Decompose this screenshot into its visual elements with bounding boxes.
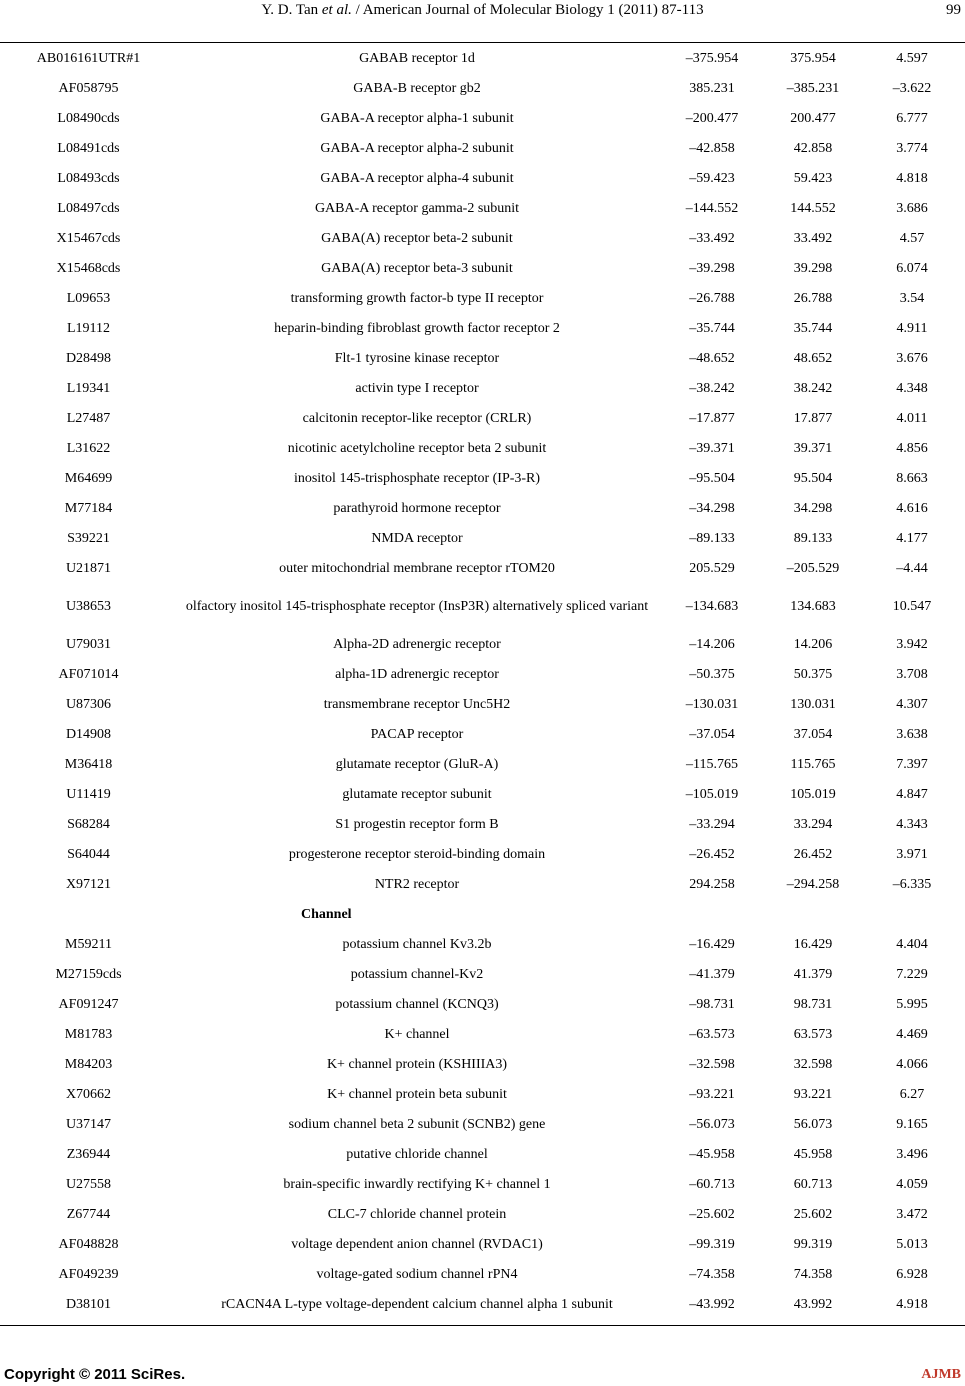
- description-cell: NTR2 receptor: [374, 876, 460, 892]
- gene-id-cell: Z36944: [66, 1146, 111, 1162]
- table-row: [0, 1049, 965, 1079]
- description-cell: calcitonin receptor-like receptor (CRLR): [302, 410, 532, 426]
- description-cell: parathyroid hormone receptor: [333, 500, 501, 516]
- value1-cell: –130.031: [685, 696, 739, 712]
- description-cell: K+ channel protein (KSHIIIA3): [326, 1056, 508, 1072]
- value1-cell: –50.375: [689, 666, 735, 682]
- table-row: [0, 1169, 965, 1199]
- value2-cell: 38.242: [793, 380, 833, 396]
- value1-cell: –39.298: [689, 260, 735, 276]
- description-cell: GABA-A receptor alpha-1 subunit: [320, 110, 514, 126]
- value2-cell: 16.429: [793, 936, 833, 952]
- value1-cell: –105.019: [685, 786, 739, 802]
- gene-id-cell: S39221: [67, 530, 110, 546]
- value2-cell: 134.683: [790, 598, 836, 614]
- value3-cell: 6.074: [896, 260, 928, 276]
- description-cell: GABA(A) receptor beta-3 subunit: [321, 260, 513, 276]
- description-cell: potassium channel-Kv2: [350, 966, 484, 982]
- value1-cell: –45.958: [689, 1146, 735, 1162]
- table-row: [0, 583, 965, 629]
- value3-cell: 4.597: [896, 50, 928, 66]
- value2-cell: 37.054: [793, 726, 833, 742]
- value2-cell: –385.231: [786, 80, 840, 96]
- gene-id-cell: S64044: [67, 846, 110, 862]
- value2-cell: 42.858: [793, 140, 833, 156]
- gene-id-cell: X15468cds: [56, 260, 121, 276]
- value2-cell: 98.731: [793, 996, 833, 1012]
- table-body: [0, 43, 965, 1319]
- section-heading: Channel: [301, 906, 352, 922]
- value2-cell: 93.221: [793, 1086, 833, 1102]
- table-row: [0, 493, 965, 523]
- gene-id-cell: M36418: [64, 756, 113, 772]
- value3-cell: 6.27: [899, 1086, 925, 1102]
- gene-id-cell: D28498: [65, 350, 112, 366]
- value2-cell: 50.375: [793, 666, 833, 682]
- value2-cell: 74.358: [793, 1266, 833, 1282]
- value3-cell: 4.343: [896, 816, 928, 832]
- value1-cell: –56.073: [689, 1116, 735, 1132]
- description-cell: NMDA receptor: [371, 530, 463, 546]
- description-cell: GABA-A receptor gamma-2 subunit: [314, 200, 520, 216]
- description-cell: transforming growth factor-b type II receptor: [290, 290, 544, 306]
- value1-cell: 205.529: [689, 560, 735, 576]
- description-cell: heparin-binding fibroblast growth factor receptor 2: [274, 320, 560, 336]
- value1-cell: –375.954: [685, 50, 739, 66]
- gene-id-cell: L08493cds: [57, 170, 120, 186]
- value2-cell: 25.602: [793, 1206, 833, 1222]
- value1-cell: –93.221: [689, 1086, 735, 1102]
- gene-id-cell: L08490cds: [57, 110, 120, 126]
- description-cell: Flt-1 tyrosine kinase receptor: [334, 350, 500, 366]
- value1-cell: –26.452: [689, 846, 735, 862]
- value2-cell: 26.788: [793, 290, 833, 306]
- value1-cell: –32.598: [689, 1056, 735, 1072]
- value2-cell: 17.877: [793, 410, 833, 426]
- value2-cell: 60.713: [793, 1176, 833, 1192]
- value2-cell: –205.529: [786, 560, 840, 576]
- value1-cell: –39.371: [689, 440, 735, 456]
- value1-cell: –14.206: [689, 636, 735, 652]
- gene-id-cell: L27487: [66, 410, 111, 426]
- table-row: [0, 343, 965, 373]
- table-row: [0, 403, 965, 433]
- gene-id-cell: M27159cds: [55, 966, 122, 982]
- value3-cell: 7.397: [896, 756, 928, 772]
- value3-cell: –3.622: [892, 80, 932, 96]
- value1-cell: –26.788: [689, 290, 735, 306]
- gene-id-cell: L19341: [66, 380, 111, 396]
- description-cell: putative chloride channel: [346, 1146, 488, 1162]
- page-number: 99: [946, 2, 961, 18]
- description-cell: nicotinic acetylcholine receptor beta 2 subunit: [287, 440, 547, 456]
- header-authors: Y. D. Tan: [261, 2, 322, 18]
- table-row: [0, 163, 965, 193]
- table-row: [0, 839, 965, 869]
- value3-cell: 4.818: [896, 170, 928, 186]
- gene-id-cell: U11419: [66, 786, 111, 802]
- value1-cell: –43.992: [689, 1296, 735, 1312]
- value3-cell: 5.995: [896, 996, 928, 1012]
- page-header: [0, 0, 965, 28]
- value3-cell: 9.165: [896, 1116, 928, 1132]
- table-bottom-rule: [0, 1325, 965, 1326]
- table-row: [0, 1199, 965, 1229]
- value2-cell: 63.573: [793, 1026, 833, 1042]
- gene-id-cell: D14908: [65, 726, 112, 742]
- value3-cell: 4.57: [899, 230, 925, 246]
- gene-id-cell: L08491cds: [57, 140, 120, 156]
- value2-cell: 105.019: [790, 786, 836, 802]
- value1-cell: –38.242: [689, 380, 735, 396]
- table-row: [0, 223, 965, 253]
- value2-cell: –294.258: [786, 876, 840, 892]
- value1-cell: –16.429: [689, 936, 735, 952]
- table-row: [0, 313, 965, 343]
- table-row: [0, 1289, 965, 1319]
- description-cell: olfactory inositol 145-trisphosphate receptor (InsP3R) alternatively spliced variant: [185, 598, 649, 614]
- value1-cell: –37.054: [689, 726, 735, 742]
- description-cell: progesterone receptor steroid-binding domain: [288, 846, 546, 862]
- value3-cell: 3.774: [896, 140, 928, 156]
- value3-cell: 3.676: [896, 350, 928, 366]
- gene-id-cell: AF058795: [58, 80, 119, 96]
- value3-cell: 4.918: [896, 1296, 928, 1312]
- table-row: [0, 779, 965, 809]
- table-row: [0, 433, 965, 463]
- value1-cell: –25.602: [689, 1206, 735, 1222]
- value2-cell: 45.958: [793, 1146, 833, 1162]
- value1-cell: –17.877: [689, 410, 735, 426]
- value1-cell: –33.492: [689, 230, 735, 246]
- description-cell: alpha-1D adrenergic receptor: [335, 666, 499, 682]
- value3-cell: –6.335: [892, 876, 932, 892]
- gene-id-cell: L31622: [66, 440, 111, 456]
- value2-cell: 14.206: [793, 636, 833, 652]
- value2-cell: 375.954: [790, 50, 836, 66]
- description-cell: potassium channel Kv3.2b: [342, 936, 492, 952]
- value3-cell: 4.059: [896, 1176, 928, 1192]
- value2-cell: 115.765: [790, 756, 836, 772]
- gene-id-cell: S68284: [67, 816, 110, 832]
- value2-cell: 89.133: [793, 530, 833, 546]
- table-row: [0, 193, 965, 223]
- table-row: [0, 523, 965, 553]
- value1-cell: –98.731: [689, 996, 735, 1012]
- value1-cell: –41.379: [689, 966, 735, 982]
- value3-cell: 3.638: [896, 726, 928, 742]
- gene-id-cell: M59211: [65, 936, 112, 952]
- value1-cell: –74.358: [689, 1266, 735, 1282]
- value1-cell: –59.423: [689, 170, 735, 186]
- gene-id-cell: AF048828: [58, 1236, 119, 1252]
- journal-abbrev: AJMB: [921, 1367, 961, 1382]
- description-cell: voltage dependent anion channel (RVDAC1): [291, 1236, 543, 1252]
- value2-cell: 26.452: [793, 846, 833, 862]
- gene-id-cell: U37147: [65, 1116, 112, 1132]
- value3-cell: 3.942: [896, 636, 928, 652]
- gene-id-cell: U27558: [65, 1176, 112, 1192]
- gene-id-cell: L09653: [66, 290, 111, 306]
- value2-cell: 144.552: [790, 200, 836, 216]
- table-row: [0, 1079, 965, 1109]
- value1-cell: –63.573: [689, 1026, 735, 1042]
- table-row: [0, 1109, 965, 1139]
- description-cell: GABAB receptor 1d: [359, 50, 475, 66]
- running-title: [0, 2, 965, 19]
- value3-cell: 3.708: [896, 666, 928, 682]
- header-journal: / American Journal of Molecular Biology 1 (2011) 87-113: [351, 2, 704, 18]
- table-row: [0, 719, 965, 749]
- value2-cell: 33.492: [793, 230, 833, 246]
- gene-id-cell: L08497cds: [57, 200, 120, 216]
- value1-cell: –34.298: [689, 500, 735, 516]
- table-row: [0, 133, 965, 163]
- description-cell: rCACN4A L-type voltage-dependent calcium channel alpha 1 subunit: [221, 1296, 613, 1312]
- description-cell: GABA(A) receptor beta-2 subunit: [321, 230, 513, 246]
- value2-cell: 130.031: [790, 696, 836, 712]
- header-etal: et al.: [321, 2, 352, 18]
- copyright-notice: Copyright © 2011 SciRes.: [4, 1366, 186, 1383]
- value2-cell: 35.744: [793, 320, 833, 336]
- value3-cell: 3.54: [899, 290, 925, 306]
- value2-cell: 39.298: [793, 260, 833, 276]
- value2-cell: 43.992: [793, 1296, 833, 1312]
- value1-cell: –115.765: [686, 756, 738, 772]
- gene-id-cell: M81783: [64, 1026, 113, 1042]
- gene-id-cell: M77184: [64, 500, 113, 516]
- table-row: [0, 103, 965, 133]
- value3-cell: 4.856: [896, 440, 928, 456]
- description-cell: CLC-7 chloride channel protein: [327, 1206, 507, 1222]
- table-row: [0, 553, 965, 583]
- description-cell: outer mitochondrial membrane receptor rTOM20: [279, 560, 555, 576]
- gene-id-cell: X15467cds: [56, 230, 121, 246]
- gene-id-cell: X70662: [65, 1086, 112, 1102]
- value3-cell: 3.686: [896, 200, 928, 216]
- table-row: [0, 1259, 965, 1289]
- description-cell: PACAP receptor: [370, 726, 464, 742]
- description-cell: GABA-A receptor alpha-4 subunit: [320, 170, 514, 186]
- value3-cell: 4.177: [896, 530, 928, 546]
- table-row: [0, 629, 965, 659]
- value3-cell: 3.472: [896, 1206, 928, 1222]
- value3-cell: 4.307: [896, 696, 928, 712]
- value3-cell: 3.971: [896, 846, 928, 862]
- table-row: [0, 749, 965, 779]
- table-row: [0, 1229, 965, 1259]
- value3-cell: 6.777: [896, 110, 928, 126]
- table-row: [0, 283, 965, 313]
- gene-id-cell: U87306: [65, 696, 112, 712]
- value3-cell: 7.229: [896, 966, 928, 982]
- value2-cell: 95.504: [793, 470, 833, 486]
- description-cell: glutamate receptor (GluR-A): [335, 756, 499, 772]
- value2-cell: 33.294: [793, 816, 833, 832]
- table-row: [0, 929, 965, 959]
- value3-cell: 4.616: [896, 500, 928, 516]
- table-row: [0, 463, 965, 493]
- value3-cell: 10.547: [892, 598, 932, 614]
- table-row: [0, 989, 965, 1019]
- gene-id-cell: X97121: [65, 876, 112, 892]
- description-cell: glutamate receptor subunit: [342, 786, 492, 802]
- gene-id-cell: AF049239: [58, 1266, 119, 1282]
- gene-id-cell: L19112: [66, 320, 111, 336]
- gene-id-cell: AB016161UTR#1: [36, 50, 141, 66]
- value2-cell: 200.477: [790, 110, 836, 126]
- gene-id-cell: U38653: [65, 598, 112, 614]
- value1-cell: 385.231: [689, 80, 735, 96]
- value1-cell: –99.319: [689, 1236, 735, 1252]
- table-row: [0, 73, 965, 103]
- gene-id-cell: AF071014: [58, 666, 119, 682]
- value3-cell: –4.44: [896, 560, 928, 576]
- value1-cell: –33.294: [689, 816, 735, 832]
- value3-cell: 4.847: [896, 786, 928, 802]
- value3-cell: 4.011: [896, 410, 928, 426]
- value1-cell: –95.504: [689, 470, 735, 486]
- gene-id-cell: AF091247: [58, 996, 119, 1012]
- description-cell: K+ channel: [384, 1026, 450, 1042]
- value1-cell: –144.552: [685, 200, 739, 216]
- value3-cell: 4.911: [896, 320, 928, 336]
- description-cell: inositol 145-trisphosphate receptor (IP-3-R): [293, 470, 541, 486]
- section-row: [0, 899, 965, 929]
- table-row: [0, 373, 965, 403]
- description-cell: voltage-gated sodium channel rPN4: [316, 1266, 518, 1282]
- value3-cell: 3.496: [896, 1146, 928, 1162]
- gene-id-cell: D38101: [65, 1296, 112, 1312]
- value1-cell: –200.477: [685, 110, 739, 126]
- table-row: [0, 689, 965, 719]
- value1-cell: –134.683: [685, 598, 739, 614]
- value2-cell: 56.073: [793, 1116, 833, 1132]
- description-cell: transmembrane receptor Unc5H2: [323, 696, 511, 712]
- description-cell: K+ channel protein beta subunit: [327, 1086, 507, 1102]
- value1-cell: –42.858: [689, 140, 735, 156]
- value2-cell: 99.319: [793, 1236, 833, 1252]
- value3-cell: 5.013: [896, 1236, 928, 1252]
- value2-cell: 41.379: [793, 966, 833, 982]
- value1-cell: 294.258: [689, 876, 735, 892]
- description-cell: activin type I receptor: [355, 380, 479, 396]
- value1-cell: –35.744: [689, 320, 735, 336]
- table-row: [0, 809, 965, 839]
- table-row: [0, 869, 965, 899]
- description-cell: S1 progestin receptor form B: [335, 816, 499, 832]
- value3-cell: 8.663: [896, 470, 928, 486]
- value3-cell: 4.469: [896, 1026, 928, 1042]
- value2-cell: 32.598: [793, 1056, 833, 1072]
- value3-cell: 6.928: [896, 1266, 928, 1282]
- results-table: [0, 43, 965, 1319]
- value2-cell: 48.652: [793, 350, 833, 366]
- description-cell: potassium channel (KCNQ3): [335, 996, 499, 1012]
- value1-cell: –89.133: [689, 530, 735, 546]
- gene-id-cell: U21871: [65, 560, 112, 576]
- gene-id-cell: Z67744: [66, 1206, 111, 1222]
- table-row: [0, 43, 965, 73]
- description-cell: brain-specific inwardly rectifying K+ channel 1: [283, 1176, 551, 1192]
- value1-cell: –60.713: [689, 1176, 735, 1192]
- table-row: [0, 1139, 965, 1169]
- value3-cell: 4.066: [896, 1056, 928, 1072]
- value3-cell: 4.404: [896, 936, 928, 952]
- description-cell: GABA-B receptor gb2: [353, 80, 481, 96]
- gene-id-cell: U79031: [65, 636, 112, 652]
- table-row: [0, 253, 965, 283]
- description-cell: Alpha-2D adrenergic receptor: [333, 636, 501, 652]
- description-cell: sodium channel beta 2 subunit (SCNB2) gene: [288, 1116, 546, 1132]
- value3-cell: 4.348: [896, 380, 928, 396]
- gene-id-cell: M84203: [64, 1056, 113, 1072]
- table-row: [0, 1019, 965, 1049]
- gene-id-cell: M64699: [64, 470, 113, 486]
- value2-cell: 39.371: [793, 440, 833, 456]
- description-cell: GABA-A receptor alpha-2 subunit: [320, 140, 514, 156]
- table-row: [0, 659, 965, 689]
- value1-cell: –48.652: [689, 350, 735, 366]
- value2-cell: 59.423: [793, 170, 833, 186]
- table-row: [0, 959, 965, 989]
- value2-cell: 34.298: [793, 500, 833, 516]
